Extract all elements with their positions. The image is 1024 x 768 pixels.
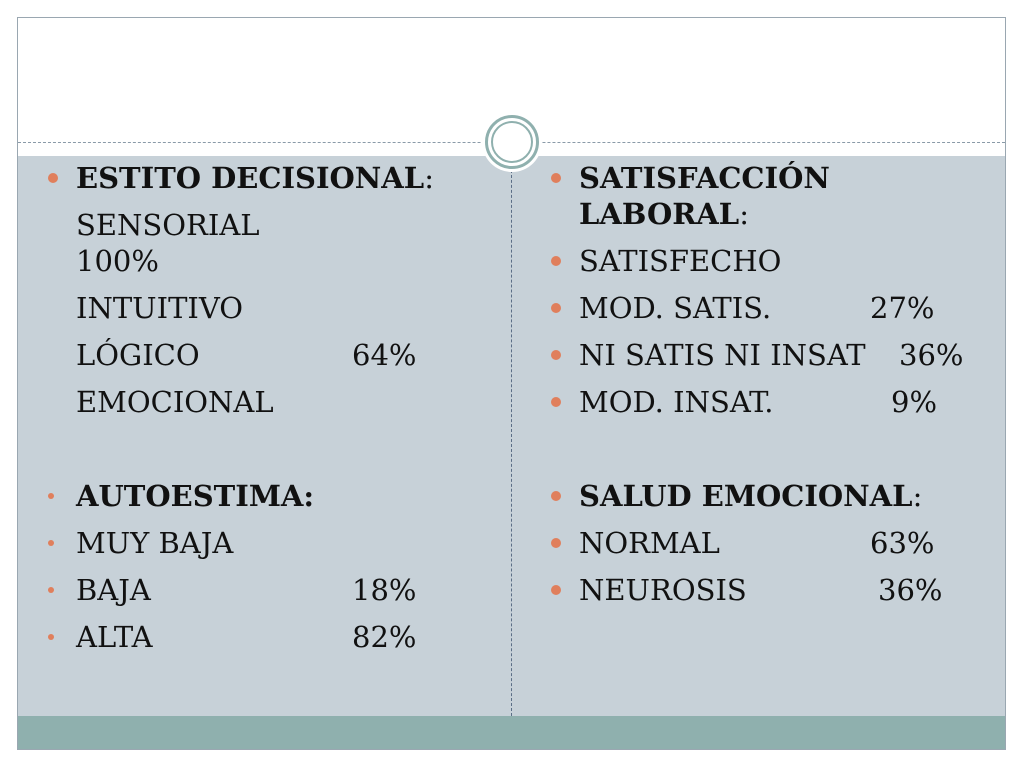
bullet-icon <box>551 397 561 407</box>
style-heading: ESTITO DECISIONAL <box>76 161 425 195</box>
left-column <box>40 160 500 666</box>
column-divider <box>511 160 512 716</box>
bullet-icon <box>48 540 54 546</box>
list-item <box>40 290 500 326</box>
satisfaction-label: NI SATIS NI INSAT <box>579 338 866 372</box>
satisfaction-heading-colon: : <box>739 197 749 231</box>
list-item <box>543 243 983 279</box>
health-label: NORMAL <box>579 526 720 560</box>
list-item <box>40 619 500 655</box>
esteem-label: ALTA <box>76 620 153 654</box>
list-item <box>543 572 983 608</box>
right-column <box>543 160 983 619</box>
style-heading-row <box>40 160 500 196</box>
ring-inner <box>491 121 533 163</box>
bullet-icon <box>551 173 561 183</box>
bullet-icon <box>48 173 58 183</box>
health-value: 36% <box>878 573 943 607</box>
bullet-icon <box>551 256 561 266</box>
esteem-label: BAJA <box>76 573 151 607</box>
list-item <box>543 290 983 326</box>
bullet-icon <box>48 493 54 499</box>
list-item <box>543 525 983 561</box>
footer-band <box>18 716 1005 749</box>
list-item <box>40 572 500 608</box>
style-heading-colon: : <box>424 161 434 195</box>
bullet-icon <box>48 634 54 640</box>
style-label: INTUITIVO <box>76 291 244 325</box>
bullet-icon <box>48 587 54 593</box>
health-label: NEUROSIS <box>579 573 747 607</box>
health-heading-colon: : <box>912 479 923 513</box>
satisfaction-label: MOD. INSAT. <box>579 385 774 419</box>
health-heading: SALUD EMOCIONAL <box>579 479 913 513</box>
esteem-value: 18% <box>352 573 417 607</box>
satisfaction-heading-row <box>543 160 983 232</box>
bullet-icon <box>551 350 561 360</box>
satisfaction-label: SATISFECHO <box>579 244 782 278</box>
list-item <box>543 337 983 373</box>
bullet-icon <box>551 538 561 548</box>
esteem-label: MUY BAJA <box>76 526 234 560</box>
style-value: 64% <box>352 338 417 372</box>
satisfaction-value: 36% <box>899 338 964 372</box>
bullet-icon <box>551 491 561 501</box>
esteem-heading: AUTOESTIMA: <box>76 479 315 513</box>
list-item <box>543 384 983 420</box>
bullet-icon <box>551 585 561 595</box>
style-label: SENSORIAL <box>76 208 260 242</box>
list-item <box>40 337 500 373</box>
health-heading-row <box>543 478 983 514</box>
bullet-icon <box>551 303 561 313</box>
style-label: LÓGICO <box>76 338 200 372</box>
style-value: 100% <box>76 244 159 278</box>
esteem-value: 82% <box>352 620 417 654</box>
satisfaction-value: 27% <box>870 291 935 325</box>
list-item <box>40 384 500 420</box>
esteem-heading-row <box>40 478 500 514</box>
style-label: EMOCIONAL <box>76 385 274 419</box>
health-value: 63% <box>870 526 935 560</box>
satisfaction-heading: SATISFACCIÓN LABORAL <box>579 161 830 231</box>
list-item <box>40 207 500 279</box>
list-item <box>40 525 500 561</box>
satisfaction-label: MOD. SATIS. <box>579 291 772 325</box>
satisfaction-value: 9% <box>891 385 938 419</box>
